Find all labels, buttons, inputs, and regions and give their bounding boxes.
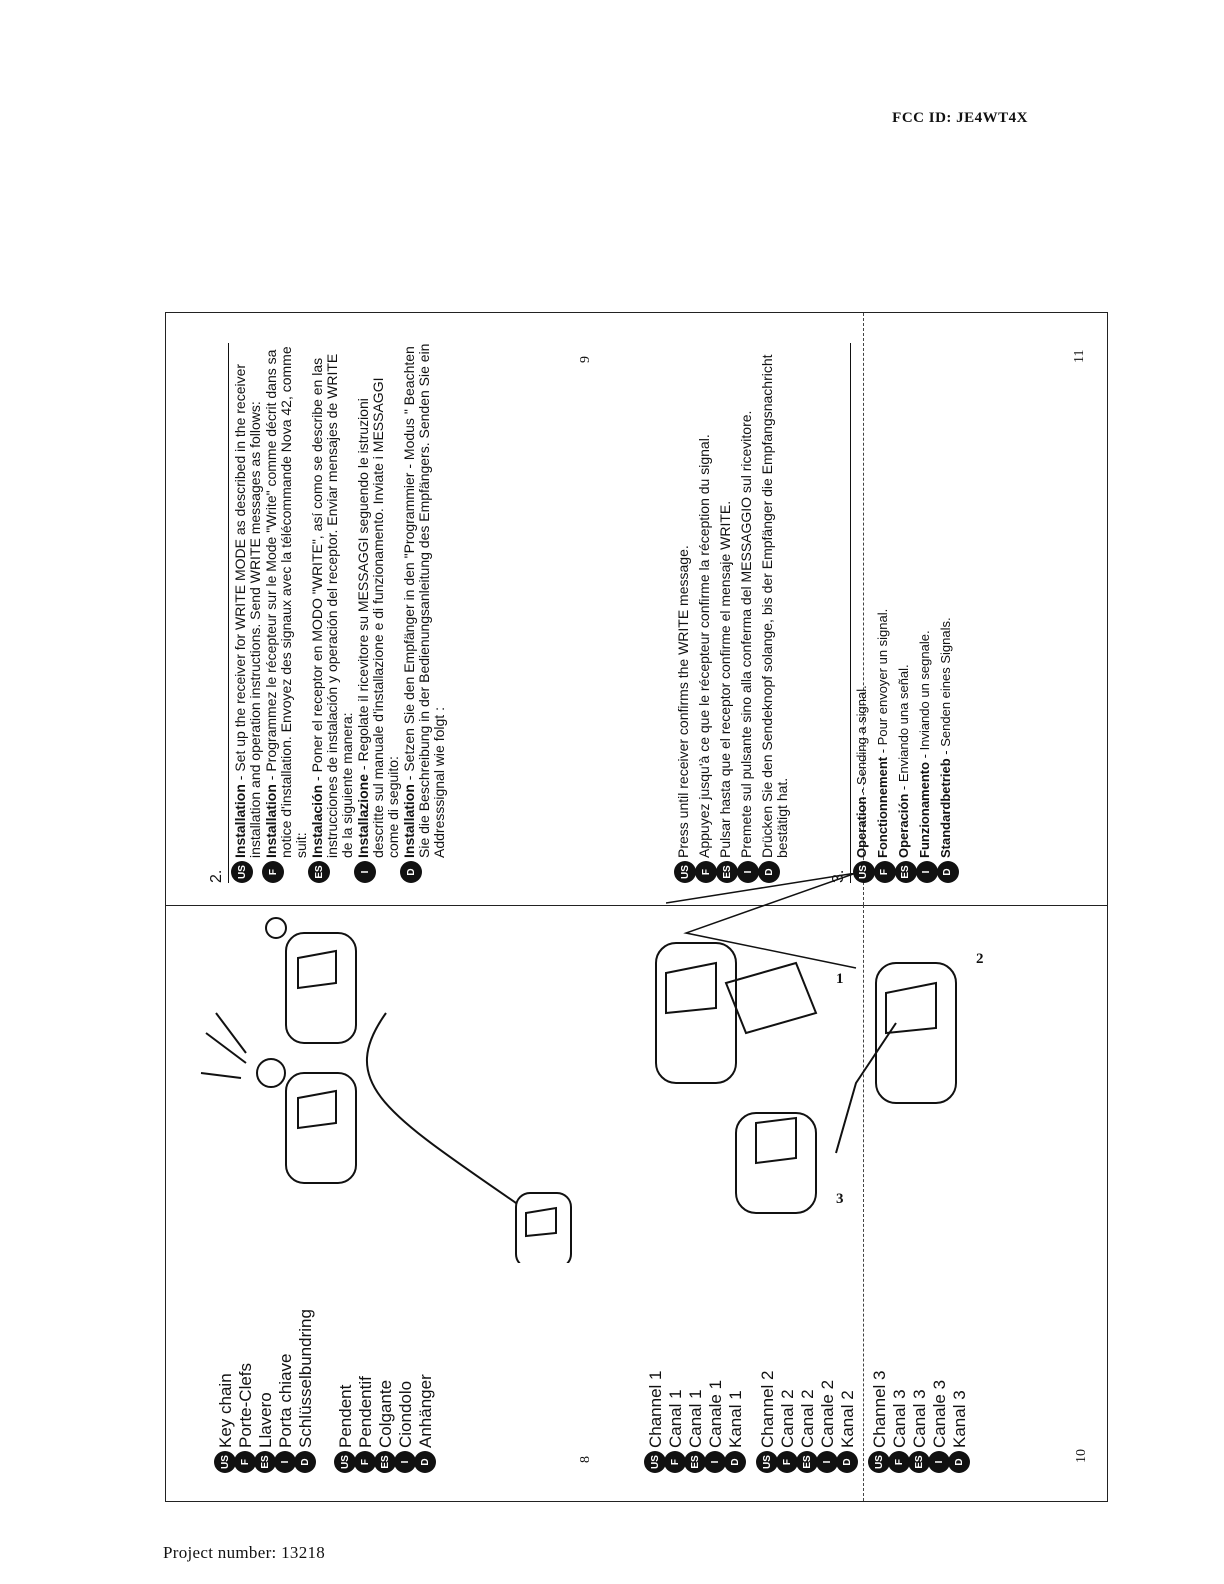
channel2-d: D Kanal 2 bbox=[838, 973, 858, 1473]
es-badge-icon: ES bbox=[716, 861, 738, 883]
es-badge-icon: ES bbox=[308, 861, 330, 883]
d-badge-icon: D bbox=[724, 1451, 746, 1473]
step-2-header: 2. bbox=[208, 343, 229, 883]
channel1-es: ES Canal 1 bbox=[686, 973, 706, 1473]
finger-icon bbox=[836, 1023, 896, 1153]
step-3-header: 3. bbox=[830, 343, 851, 883]
keychain-pendent-illustration bbox=[186, 913, 606, 1263]
operation-i: I Funzionamento - Inviando un segnale. bbox=[918, 343, 938, 883]
d-badge-icon: D bbox=[294, 1451, 316, 1473]
install-d: D Installation - Setzen Sie den Empfänger in den "Programmier - Modus " Beachten Sie die Beschreibung in der Bedienungsanleitung des Empfängers. Senden Sie ein Addresssignal wie folgt : bbox=[402, 343, 447, 883]
us-badge-icon: US bbox=[334, 1451, 356, 1473]
pendent-f: F Pendentif bbox=[356, 913, 376, 1473]
keychain-i: I Porta chiave bbox=[276, 913, 296, 1473]
pendent-fob-icon bbox=[516, 1193, 571, 1263]
i-badge-icon: I bbox=[704, 1451, 726, 1473]
i-badge-icon: I bbox=[737, 861, 759, 883]
horizontal-divider bbox=[166, 905, 1107, 906]
lanyard-icon bbox=[367, 1013, 516, 1203]
operation-f: F Fonctionnement - Pour envoyer un signal. bbox=[876, 343, 896, 883]
i-badge-icon: I bbox=[274, 1451, 296, 1473]
pendent-d: D Anhänger bbox=[416, 913, 436, 1473]
i-badge-icon: I bbox=[816, 1451, 838, 1473]
f-badge-icon: F bbox=[664, 1451, 686, 1473]
press-us: US Press until receiver confirms the WRITE message. bbox=[676, 343, 696, 883]
channel2-f: F Canal 2 bbox=[778, 973, 798, 1473]
d-badge-icon: D bbox=[937, 861, 959, 883]
d-badge-icon: D bbox=[836, 1451, 858, 1473]
f-badge-icon: F bbox=[234, 1451, 256, 1473]
es-badge-icon: ES bbox=[908, 1451, 930, 1473]
operation-d: D Standardbetrieb - Senden eines Signals. bbox=[939, 343, 959, 883]
f-badge-icon: F bbox=[354, 1451, 376, 1473]
channel1-d: D Kanal 1 bbox=[726, 973, 746, 1473]
us-badge-icon: US bbox=[756, 1451, 778, 1473]
press-i: I Premete sul pulsante sino alla conferma del MESSAGGIO sul ricevitore. bbox=[739, 343, 759, 883]
install-i: I Installazione - Regolate il ricevitore su MESSAGGI seguendo le istruzioni descritte sul manuale d'installazione e di funzionamento. Inviate i MESSAGGI come di seguito: bbox=[356, 343, 401, 883]
es-badge-icon: ES bbox=[796, 1451, 818, 1473]
page-11-panel bbox=[676, 343, 1006, 883]
fcc-id: FCC ID: JE4WT4X bbox=[892, 110, 1028, 126]
channel3-us: US Channel 3 bbox=[870, 973, 890, 1473]
f-badge-icon: F bbox=[695, 861, 717, 883]
i-badge-icon: I bbox=[928, 1451, 950, 1473]
channel3-d: D Kanal 3 bbox=[950, 973, 970, 1473]
channel2-i: I Canale 2 bbox=[818, 973, 838, 1473]
keychain-f: F Porte-Clefs bbox=[236, 913, 256, 1473]
page-number-8: 8 bbox=[578, 1456, 593, 1463]
press-f: F Appuyez jusqu'à ce que le récepteur confirme la réception du signal. bbox=[697, 343, 717, 883]
callout-1: 1 bbox=[836, 971, 844, 987]
f-badge-icon: F bbox=[262, 861, 284, 883]
finger-icon bbox=[726, 963, 816, 1033]
channel3-es: ES Canal 3 bbox=[910, 973, 930, 1473]
pendent-i: I Ciondolo bbox=[396, 913, 416, 1473]
f-badge-icon: F bbox=[888, 1451, 910, 1473]
page-number-9: 9 bbox=[578, 356, 593, 363]
channel1-i: I Canale 1 bbox=[706, 973, 726, 1473]
us-badge-icon: US bbox=[674, 861, 696, 883]
bubble-pointer bbox=[666, 873, 866, 973]
us-badge-icon: US bbox=[853, 861, 875, 883]
f-badge-icon: F bbox=[874, 861, 896, 883]
es-badge-icon: ES bbox=[374, 1451, 396, 1473]
page-number-10: 10 bbox=[1074, 1449, 1089, 1463]
us-badge-icon: US bbox=[214, 1451, 236, 1473]
press-d: D Drücken Sie den Sendeknopf solange, bis der Empfänger die Empfangsnachricht bestätigt hat. bbox=[760, 343, 790, 883]
i-badge-icon: I bbox=[916, 861, 938, 883]
install-es: ES Instalación - Poner el receptor en MODO "WRITE", así como se describe en las instrucciones de instalación y operación del receptor. Enviar mensajes de WRITE de la siguiente manera: bbox=[310, 343, 355, 883]
manual-scan-frame bbox=[165, 312, 1108, 1502]
channel3-f: F Canal 3 bbox=[890, 973, 910, 1473]
es-badge-icon: ES bbox=[895, 861, 917, 883]
keychain-us: US Key chain bbox=[216, 913, 236, 1473]
keys-icon bbox=[201, 1013, 246, 1078]
remote-fob-icon bbox=[736, 1113, 816, 1213]
pendent-es: ES Colgante bbox=[376, 913, 396, 1473]
i-badge-icon: I bbox=[394, 1451, 416, 1473]
operation-es: ES Operación - Enviando una señal. bbox=[897, 343, 917, 883]
channel1-f: F Canal 1 bbox=[666, 973, 686, 1473]
install-f: F Installation - Programmez le récepteur sur le Mode "Write" comme décrit dans sa notice d'installation. Envoyez des signaux avec la télécommande Nova 42, comme suit: bbox=[264, 343, 309, 883]
press-es: ES Pulsar hasta que el receptor confirme el mensaje WRITE. bbox=[718, 343, 738, 883]
channel2-es: ES Canal 2 bbox=[798, 973, 818, 1473]
callout-2: 2 bbox=[976, 951, 984, 967]
channel1-us: US Channel 1 bbox=[646, 973, 666, 1473]
pendent-us: US Pendent bbox=[336, 913, 356, 1473]
us-badge-icon: US bbox=[868, 1451, 890, 1473]
es-badge-icon: ES bbox=[684, 1451, 706, 1473]
keychain-es: ES Llavero bbox=[256, 913, 276, 1473]
step-3-block bbox=[830, 343, 959, 883]
d-badge-icon: D bbox=[414, 1451, 436, 1473]
page-9-panel bbox=[208, 343, 538, 883]
install-us: US Installation - Set up the receiver for WRITE MODE as described in the receiver installation and operation instructions. Send WRITE messages as follows: bbox=[233, 343, 263, 883]
project-number: Project number: 13218 bbox=[163, 1543, 326, 1562]
remote-fob-icon bbox=[286, 1073, 356, 1183]
operation-us: US Operation - Sending a signal. bbox=[855, 343, 875, 883]
es-badge-icon: ES bbox=[254, 1451, 276, 1473]
us-badge-icon: US bbox=[644, 1451, 666, 1473]
us-badge-icon: US bbox=[231, 861, 253, 883]
f-badge-icon: F bbox=[776, 1451, 798, 1473]
d-badge-icon: D bbox=[948, 1451, 970, 1473]
key-ring-icon bbox=[266, 918, 286, 938]
page-number-11: 11 bbox=[1072, 349, 1087, 363]
callout-3: 3 bbox=[836, 1191, 844, 1207]
d-badge-icon: D bbox=[400, 861, 422, 883]
d-badge-icon: D bbox=[758, 861, 780, 883]
channel2-us: US Channel 2 bbox=[758, 973, 778, 1473]
keychain-d: D Schlüsselbundring bbox=[296, 913, 316, 1473]
i-badge-icon: I bbox=[354, 861, 376, 883]
remote-fob-icon bbox=[286, 933, 356, 1043]
channel3-i: I Canale 3 bbox=[930, 973, 950, 1473]
